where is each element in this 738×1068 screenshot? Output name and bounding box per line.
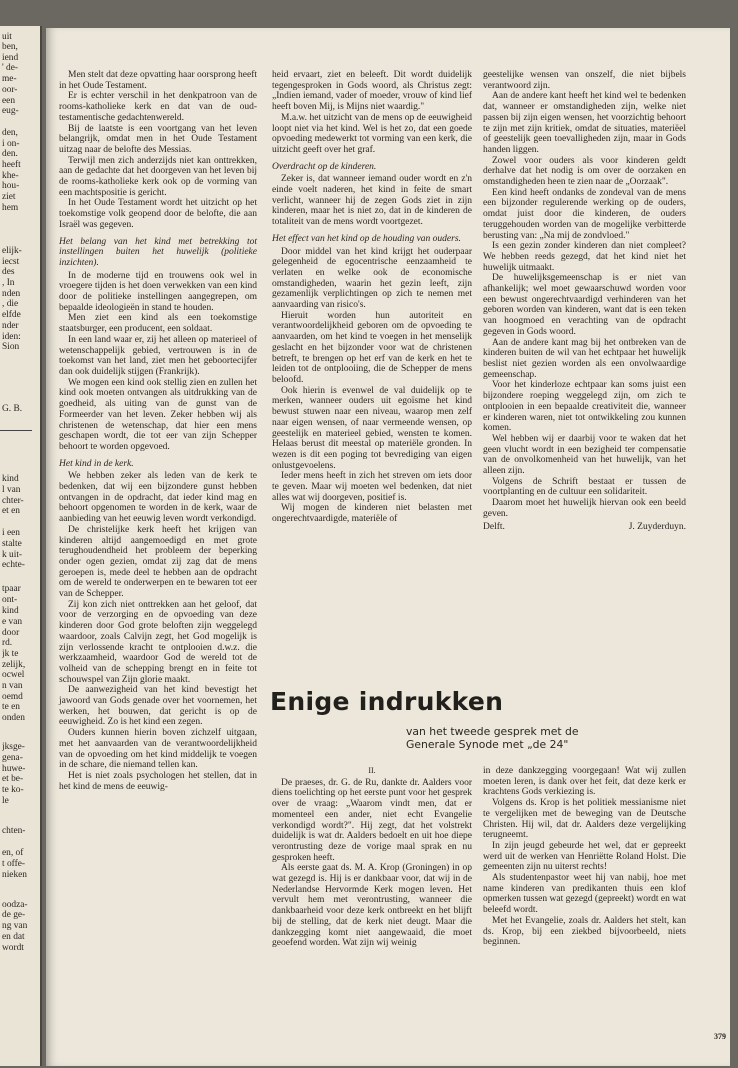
paragraph: Volgens ds. Krop is het politiek messianisme niet te vergelijken met de beweging van de Deutsche Christen. Hij wil, dat dr. Aalders deze vergelijking terugneemt. [483,798,686,841]
paragraph: We hebben zeker als leden van de kerk te bedenken, dat wij een bijzondere gunst hebben ontvangen in de opdracht, dat ieder kind mag en behoort opgenomen te worden in de kerk, waar de aanbieding van het eeuwig leven wordt verkondigd. [59,471,257,525]
margin-fragment: stalte [2,539,22,549]
signature-place: Delft. [483,521,505,532]
margin-fragment: iend [2,53,19,63]
margin-fragment: ng van [2,921,28,931]
margin-fragment: wordt [2,943,24,953]
paragraph: Met het Evangelie, zoals dr. Aalders het stelt, kan ds. Krop, bij een ziekbed bijvoorbeeld, niets beginnen. [483,915,686,948]
margin-fragment: te en [2,702,20,712]
margin-fragment: et be- [2,774,24,784]
margin-fragment: G. B. [2,404,23,414]
margin-fragment: elijk- [2,246,22,256]
subtitle-line: Generale Synode met „de 24" [406,738,569,751]
paragraph: geestelijke wensen van onszelf, die niet bijbels verantwoord zijn. [483,70,686,91]
section-heading: Het belang van het kind met betrekking tot instellingen buiten het huwelijk (politieke inzichten). [59,236,257,268]
margin-fragment: ben, [2,42,18,52]
paragraph: In het Oude Testament wordt het uitzicht op het toekomstige volk geopend door de belofte, die aan Israël was gegeven. [59,198,257,230]
paragraph: Zij kon zich niet onttrekken aan het geloof, dat voor de verzorging en de opvoeding van deze kinderen door God grote beloften zijn weggelegd waardoor, zoals Calvijn zegt, het God mogelijk is zijn verlossende kracht te ontplooien d.w.z. die werkzaamheid, waardoor God de wereld tot de volheid van de schepping brengt en in feite tot schouwspel van Zijn glorie maakt. [59,599,257,685]
margin-fragment: elfde [2,310,21,320]
paragraph: Hieruit worden hun autoriteit en verantwoordelijkheid geboren om de opvoeding te aanvaarden, om het kind te voegen in het menselijk geslacht en het bijzonder voor wat de christenen betreft, te brengen op het erf van de kerk en het te leiden tot de ontplooiing, die de Schepper de mens beloofd. [272,310,472,385]
margin-fragment: k uit- [2,550,23,560]
column-2 [272,70,472,525]
paragraph: In zijn jeugd gebeurde het wel, dat er gepreekt werd uit de werken van Henriëtte Roland Holst. Die gemeenten zijn nu uiterst rechts! [483,840,686,873]
signature-line [483,522,686,533]
paragraph: De praeses, dr. G. de Ru, dankte dr. Aalders voor diens toelichting op het eerste punt voor het gesprek over de vraag: „Waarom vindt men, dat er momenteel een ander, niet echt Evangelie verkondigd wordt?". Hij zegt, dat het volstrekt duidelijk is wat dr. Aalders bedoelt en uit hoe diepe verontrusting deze de vorige maal sprak en nu gesproken heeft. [272,777,472,863]
paragraph: Terwijl men zich anderzijds niet kan onttrekken, aan de gedachte dat het doorgeven van het leven bij de rooms-katholieke kerk ook op de vorming van een machtspositie is gericht. [59,155,257,198]
article-subtitle [406,725,716,751]
margin-fragment: chten- [2,826,26,836]
paragraph: heid ervaart, ziet en beleeft. Dit wordt duidelijk tegengesproken in Gods woord, als Christus zegt: „Indien iemand, vader of moeder, vrouw of kind lief heeft boven Mij, is Mijns niet waardig." [272,70,472,113]
margin-fragment: le [2,796,9,806]
margin-fragment: te ko- [2,785,24,795]
paragraph: We mogen een kind ook stellig zien en zullen het kind ook moeten ontvangen als uitdrukking van de goedheid, als uiting van de gunst van de Formeerder van het leven. Zeker hebben wij als christenen de wetenschap, dat hier een mens geschapen wordt, die tot eer van zijn Schepper behoort te worden opgevoed. [59,377,257,452]
margin-fragment: ziet [2,192,16,202]
paragraph: Zeker is, dat wanneer iemand ouder wordt en z'n einde voelt naderen, het kind in feite de smart verlicht, wanneer hij de zegen Gods ziet in zijn kinderen, maar het is niet zo, dat in de kinderen de totaliteit van de mens wordt voortgezet. [272,174,472,228]
margin-fragment: t offe- [2,859,25,869]
signature-author: J. Zuyderduyn. [628,521,686,532]
magazine-page [46,28,730,1066]
margin-fragment: nieken [2,870,27,880]
paragraph: Is een gezin zonder kinderen dan niet compleet? We hebben reeds gezegd, dat het kind niet het huwelijk uitmaakt. [483,241,686,273]
margin-fragment: heeft [2,160,21,170]
column-1 [59,70,257,792]
paragraph: Men ziet een kind als een toekomstige staatsburger, een producent, een soldaat. [59,313,257,335]
paragraph: De huwelijksgemeenschap is er niet van afhankelijk; wel moet gewaarschuwd worden voor een bewust ongerechtvaardigd verhinderen van het geboren worden van kinderen, want dat is een teken van hoogmoed en verachting van de opdracht gegeven in Gods woord. [483,273,686,337]
margin-fragment: onden [2,713,25,723]
margin-fragment: Sion [2,342,20,352]
paragraph: Wel hebben wij er daarbij voor te waken dat het geen vlucht wordt in een bezigheid ter compensatie van de onvolkomenheid van het huwelijk, van het alleen zijn. [483,433,686,477]
margin-fragment: kind [2,606,19,616]
margin-fragment: kind [2,474,19,484]
margin-fragment: nder [2,321,19,331]
paragraph: Men stelt dat deze opvatting haar oorsprong heeft in het Oude Testament. [59,70,257,91]
adjacent-page-fragment [0,26,42,1066]
margin-fragment: door [2,628,20,638]
margin-fragment: uit [2,32,12,42]
margin-fragment: chter- [2,496,24,506]
paragraph: Als studentenpastor weet hij van nabij, hoe met name kinderen van predikanten thuis een klof opmerken tussen wat gezegd (gepreekt) wordt en wat beleefd wordt. [483,873,686,916]
section-marker: II. [368,766,376,775]
margin-fragment: iecst [2,257,20,267]
margin-fragment: n van [2,681,23,691]
margin-fragment: ocwel [2,670,25,680]
section-heading: Overdracht op de kinderen. [272,161,377,172]
margin-fragment: me- [2,74,17,84]
margin-fragment: hou- [2,181,20,191]
paragraph: Aan de andere kant heeft het kind wel te bedenken dat, wanneer er omstandigheden zijn, welke niet passen bij zijn eigen wensen, het voorzichtig behoort te zijn met zijn kritiek, omdat de situaties, materiëel of geestelijk geen toevalligheden zijn, maar in Gods handen liggen. [483,91,686,155]
paragraph: Ook hierin is evenwel de val duidelijk op te merken, wanneer ouders uit egoïsme het kind bewust stuwen naar een niveau, waarop men zelf naar eigen wensen, of naar vermeende wensen, op geestelijk en materieel gebied, wensten te komen. Helaas berust dit meestal op materiële gronden. In wezen is dit een poging tot bevrediging van eigen onlustgevoelens. [272,385,472,471]
paragraph: in deze dankzegging voorgegaan! Wat wij zullen moeten leren, is dank over het feit, dat deze kerk er krachtens Gods verkiezing is. [483,766,686,798]
column-3 [483,70,686,532]
margin-fragment: e van [2,617,23,627]
column-4 [272,766,472,949]
margin-fragment: ' de- [2,63,19,73]
margin-fragment: khe- [2,171,19,181]
margin-fragment: ont- [2,595,18,605]
article-title: Enige indrukken [270,687,504,716]
paragraph: Ieder mens heeft in zich het streven om iets door te geven. Maar wij moeten wel bedenken, dat niet alles wat wij doorgeven, positief is. [272,471,472,503]
paragraph: Er is echter verschil in het denkpatroon van de rooms-katholieke kerk en dat van de oud-testamentische gedachtenwereld. [59,91,257,123]
margin-fragment: jksge- [2,742,25,752]
paragraph: In een land waar er, zij het alleen op materieel of wetenschappelijk gebied, vertrouwen is in de toekomst van het land, ziet men het geboortecijfer dan ook duidelijk stijgen (Frankrijk). [59,334,257,377]
page-number: 379 [714,1032,726,1041]
margin-fragment: des [2,267,15,277]
paragraph: Ouders kunnen hierin boven zichzelf uitgaan, met het aanvaarden van de verantwoordelijkheid van de opvoeding om het kind middelijk te voegen in de schare, die niemand tellen kan. [59,728,257,771]
section-heading: Het effect van het kind op de houding van ouders. [272,233,461,244]
paragraph: Bij de laatste is een voortgang van het leven belangrijk, omdat men in het Oude Testament uitzag naar de belofte des Messias. [59,123,257,155]
paragraph: Zowel voor ouders als voor kinderen geldt derhalve dat het nodig is om over de oorzaken en omstandigheden heen te zien naar de „Oorzaak". [483,155,686,188]
margin-fragment: de ge- [2,910,26,920]
margin-fragment: l van [2,485,21,495]
margin-fragment: hem [2,203,19,213]
margin-fragment: oemd [2,692,23,702]
margin-fragment: nden [2,289,21,299]
paragraph: Daarom moet het huwelijk hiervan ook een beeld geven. [483,498,686,519]
margin-fragment: huwe- [2,764,26,774]
paragraph: Als eerste gaat ds. M. A. Krop (Groningen) in op wat gezegd is. Hij is er dankbaar voor, dat wij in de Nederlandse Hervormde Kerk mogen leven. Het vervult hem met verontrusting, wanneer die dankbaarheid voor deze kerk ontbreekt en het blijft bij de stelling, dat de kerk niet deugt. Maar die dankzegging komt niet aangewaaid, die moet geoefend worden. Wat zijn wij weinig [272,863,472,949]
margin-fragment: echte- [2,560,25,570]
margin-fragment: et en [2,506,20,516]
margin-fragment: den, [2,128,18,138]
margin-fragment: een [2,96,16,106]
paragraph: Volgens de Schrift bestaat er tussen de voortplanting en de cultuur een solidariteit. [483,476,686,498]
margin-fragment: en, of [2,848,24,858]
margin-fragment: eug- [2,106,19,116]
margin-fragment: jk te [2,649,19,659]
paragraph: De christelijke kerk heeft het krijgen van kinderen altijd aangemoedigd en met grote terughoudendheid het probleem der beperking onder ogen gezien, omdat zij zag dat de mens geroepen is, mede deel te hebben aan de opdracht om de wereld te onderwerpen en te bewaren tot eer van de Schepper. [59,524,257,600]
paragraph: Aan de andere kant mag bij het ontbreken van de kinderen buiten de wil van het echtpaar het huwelijk beslist niet gezien worden als een onvolwaardige gemeenschap. [483,337,686,380]
margin-fragment: gena- [2,753,23,763]
margin-fragment: den. [2,149,18,159]
margin-fragment: oor- [2,85,18,95]
margin-fragment: tpaar [2,584,21,594]
paragraph: In de moderne tijd en trouwens ook wel in vroegere tijden is het doen verwekken van een kind door de politieke instellingen aangegrepen, om bepaalde ideologieën in stand te houden. [59,270,257,313]
paragraph: Door middel van het kind krijgt het ouderpaar gelegenheid de egocentrische eenzaamheid te verlaten en welke ook de economische omstandigheden, waarin het gezin leeft, zijn gezamenlijk verplichtingen op zich te nemen met aanvaarding van risico's. [272,246,472,311]
margin-fragment: i een [2,528,20,538]
column-5 [483,766,686,948]
margin-fragment: i on- [2,139,20,149]
margin-fragment: , die [2,299,19,309]
margin-fragment: iden: [2,332,21,342]
margin-fragment: rd. [2,638,13,648]
margin-fragment: en dat [2,932,25,942]
section-heading: Het kind in de kerk. [59,458,134,469]
paragraph: Een kind heeft ondanks de zondeval van de mens een bijzonder regulerende werking op de ouders, omdat juist door die kinderen, de ouders teruggehouden worden van de mogelijke verbitterde berusting van: „Na mij de zondvloed." [483,187,686,241]
margin-fragment: zelijk, [2,660,26,670]
paragraph: Voor het kinderloze echtpaar kan soms juist een bijzondere roeping weggelegd zijn, om zich te ontplooien in een bepaalde creativiteit die, wanneer er kinderen waren, niet tot ontwikkeling zou kunnen komen. [483,380,686,434]
subtitle-line: van het tweede gesprek met de [406,725,579,738]
paragraph: Wij mogen de kinderen niet belasten met ongerechtvaardigde, materiële of [272,503,472,525]
section-rule [0,430,32,431]
margin-fragment: , In [2,278,15,288]
paragraph: Het is niet zoals psychologen het stellen, dat in het kind de mens de eeuwig- [59,771,257,792]
paragraph: De aanwezigheid van het kind bevestigt het jawoord van Gods genade over het voornemen, het werken, het bouwen, dat gericht is op de eeuwigheid. Zo is het kind een zegen. [59,685,257,728]
paragraph: M.a.w. het uitzicht van de mens op de eeuwigheid loopt niet via het kind. Wel is het zo, dat een goede opvoeding medewerkt tot vorming van een kerk, die uitzicht geeft over het graf. [272,112,472,155]
margin-fragment: oodza- [2,900,28,910]
